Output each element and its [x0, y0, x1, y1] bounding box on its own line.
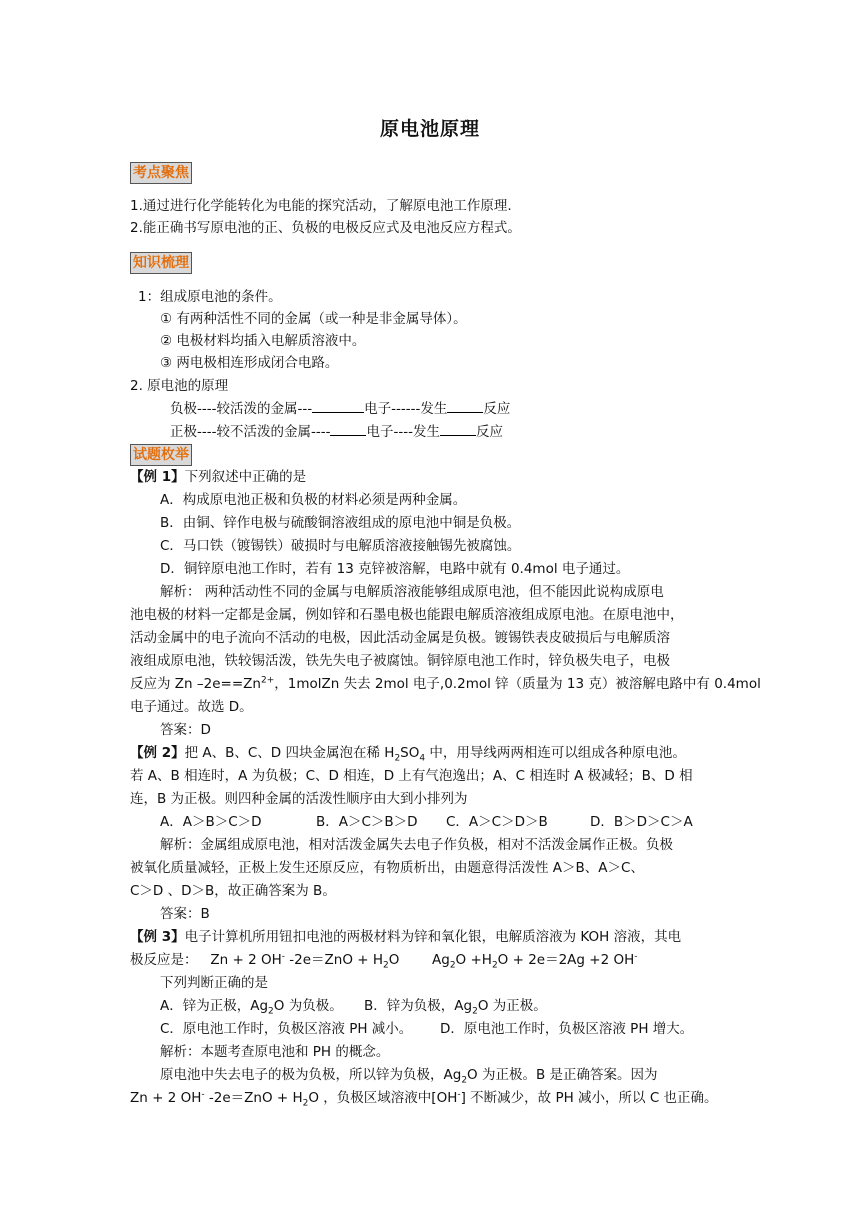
- example-3-equation-2: [432, 949, 638, 971]
- example-3-question: [130, 926, 681, 948]
- question-text: 把 A、B、C、D 四块金属泡在稀 H: [184, 745, 395, 761]
- option-text: O 为负极。: [273, 998, 343, 1014]
- subscript: 4: [419, 753, 426, 764]
- negative-electrode-line: [170, 398, 510, 420]
- blank-field[interactable]: [440, 421, 476, 436]
- example-2-option-b: B．A＞C＞B＞D: [316, 814, 418, 830]
- example-3-option-a: [160, 995, 343, 1017]
- equation-text: O +H: [455, 952, 492, 968]
- example-2-analysis-line: C＞D 、D＞B，故正确答案为 B。: [130, 883, 336, 899]
- example-2-label: 【例 2】: [130, 745, 185, 761]
- example-2-answer: 答案：B: [160, 906, 210, 922]
- example-1-option-d: D．铜锌原电池工作时，若有 13 克锌被溶解，电路中就有 0.4mol 电子通过。: [160, 561, 630, 577]
- example-1-answer: 答案：D: [160, 722, 211, 738]
- example-1-analysis-line: [130, 673, 761, 695]
- example-2-option-c: C．A＞C＞D＞B: [446, 814, 548, 830]
- knowledge-item-2: 2. 原电池的原理: [130, 378, 229, 394]
- negative-text-c: 反应: [483, 401, 511, 417]
- equation-text: -2e＝ZnO + H: [284, 952, 384, 968]
- equation-text: Ag: [432, 952, 450, 968]
- focus-item-1: 1.通过进行化学能转化为电能的探究活动，了解原电池工作原理.: [130, 198, 512, 214]
- subscript: 2: [472, 1006, 478, 1017]
- positive-text-b: 电子----发生: [366, 424, 440, 440]
- explanation-text: O 为正极。B 是正确答案。因为: [467, 1067, 658, 1083]
- example-1-option-c: C．马口铁（镀锡铁）破损时与电解质溶液接触锡先被腐蚀。: [160, 538, 521, 554]
- analysis-text: ，1molZn 失去 2mol 电子,0.2mol 锌（质量为 13 克）被溶解电路中有 0.4mol: [274, 676, 761, 692]
- example-1-analysis-line: 解析： 两种活动性不同的金属与电解质溶液能够组成原电池，但不能因此说构成原电: [160, 584, 664, 600]
- example-2-analysis-line: 解析：金属组成原电池，相对活泼金属失去电子作负极，相对不活泼金属作正极。负极: [160, 837, 673, 853]
- example-3-analysis: 解析：本题考查原电池和 PH 的概念。: [160, 1044, 390, 1060]
- subscript: 2: [302, 1098, 309, 1109]
- positive-text-a: 正极----较不活泼的金属----: [170, 424, 331, 440]
- example-3-label: 【例 3】: [130, 929, 185, 945]
- explanation-text: O ，负极区域溶液中[OH: [308, 1090, 458, 1106]
- option-text: B．锌为负极，Ag: [364, 998, 473, 1014]
- explanation-text: 原电池中失去电子的极为负极，所以锌为负极，Ag: [160, 1067, 462, 1083]
- analysis-text: 反应为 Zn –2e==Zn: [130, 676, 261, 692]
- equation-text: Zn + 2 OH: [210, 952, 282, 968]
- subscript: 2: [268, 1006, 274, 1017]
- charge-superscript: 2+: [260, 675, 275, 686]
- example-2-question-line: 连，B 为正极。则四种金属的活泼性顺序由大到小排列为: [130, 791, 468, 807]
- explanation-text: Zn + 2 OH: [130, 1090, 202, 1106]
- equation-text: O: [388, 952, 400, 968]
- positive-electrode-line: [170, 421, 503, 443]
- subscript: 2: [394, 753, 401, 764]
- example-1-analysis-line: 池电极的材料一定都是金属，例如锌和石墨电极也能跟电解质溶液组成原电池。在原电池中，: [130, 607, 684, 623]
- example-1-question: [130, 466, 306, 488]
- condition-2: ② 电极材料均插入电解质溶液中。: [160, 333, 366, 349]
- example-3-option-c: C．原电池工作时，负极区溶液 PH 减小。: [160, 1021, 413, 1037]
- positive-text-c: 反应: [475, 424, 503, 440]
- example-3-explanation: [160, 1064, 658, 1086]
- example-3-judge: 下列判断正确的是: [160, 975, 268, 991]
- negative-text-a: 负极----较活泼的金属---: [170, 401, 313, 417]
- example-1-analysis-line: 电子通过。故选 D。: [130, 699, 253, 715]
- blank-field[interactable]: [447, 398, 483, 413]
- equation-text: O + 2e＝2Ag +2 OH: [497, 952, 635, 968]
- example-3-option-d: D．原电池工作时，负极区溶液 PH 增大。: [440, 1021, 694, 1037]
- subscript: 2: [461, 1075, 468, 1086]
- example-1-option-b: B．由铜、锌作电极与硫酸铜溶液组成的原电池中铜是负极。: [160, 515, 521, 531]
- charge-superscript: -: [457, 1089, 461, 1100]
- focus-item-2: 2.能正确书写原电池的正、负极的电极反应式及电池反应方程式。: [130, 220, 521, 236]
- question-text: 电子计算机所用钮扣电池的两极材料为锌和氧化银，电解质溶液为 KOH 溶液，其电: [184, 929, 682, 945]
- option-text: A．锌为正极，Ag: [160, 998, 269, 1014]
- example-1-option-a: A．构成原电池正极和负极的材料必须是两种金属。: [160, 492, 467, 508]
- charge-superscript: -: [634, 951, 638, 962]
- example-2-option-d: D．B＞D＞C＞A: [590, 814, 693, 830]
- blank-field[interactable]: [312, 398, 364, 413]
- example-1-analysis-line: 活动金属中的电子流向不活动的电极，因此活动金属是负极。镀锡铁表皮破损后与电解质溶: [130, 630, 670, 646]
- charge-superscript: -: [201, 1089, 205, 1100]
- section-badge-knowledge: 知识梳理: [130, 252, 192, 274]
- example-3-equations: [130, 949, 399, 971]
- option-text: O 为正极。: [477, 998, 547, 1014]
- example-3-option-b: [364, 995, 547, 1017]
- example-1-stem: 下列叙述中正确的是: [184, 469, 307, 485]
- explanation-text: ] 不断减少，故 PH 减小，所以 C 也正确。: [460, 1090, 718, 1106]
- question-text: 中，用导线两两相连可以组成各种原电池。: [425, 745, 686, 761]
- equation-prefix: 极反应是：: [130, 952, 198, 968]
- example-2-analysis-line: 被氧化质量减轻，正极上发生还原反应，有物质析出，由题意得活泼性 A＞B、A＞C、: [130, 860, 644, 876]
- condition-1: ① 有两种活性不同的金属（或一种是非金属导体）。: [160, 311, 467, 327]
- subscript: 2: [383, 960, 389, 971]
- example-3-explanation-last: [130, 1087, 718, 1109]
- example-2-question: [130, 742, 686, 764]
- section-badge-examples: 试题枚举: [130, 444, 192, 466]
- subscript: 2: [449, 960, 456, 971]
- blank-field[interactable]: [330, 421, 366, 436]
- page-title: 原电池原理: [379, 118, 480, 140]
- condition-3: ③ 两电极相连形成闭合电路。: [160, 355, 339, 371]
- example-1-label: 【例 1】: [130, 469, 185, 485]
- example-2-question-line: 若 A、B 相连时，A 为负极；C、D 相连，D 上有气泡逸出；A、C 相连时 A 极减轻；B、D 相: [130, 768, 693, 784]
- explanation-text: -2e＝ZnO + H: [204, 1090, 303, 1106]
- example-2-option-a: A．A＞B＞C＞D: [160, 814, 262, 830]
- example-1-analysis-line: 液组成原电池，铁较锡活泼，铁先失电子被腐蚀。铜锌原电池工作时，锌负极失电子，电极: [130, 653, 670, 669]
- negative-text-b: 电子------发生: [364, 401, 448, 417]
- section-badge-focus: 考点聚焦: [130, 162, 192, 184]
- charge-superscript: -: [281, 951, 285, 962]
- knowledge-item-1: 1：组成原电池的条件。: [138, 289, 282, 305]
- question-text: SO: [400, 745, 420, 761]
- subscript: 2: [491, 960, 498, 971]
